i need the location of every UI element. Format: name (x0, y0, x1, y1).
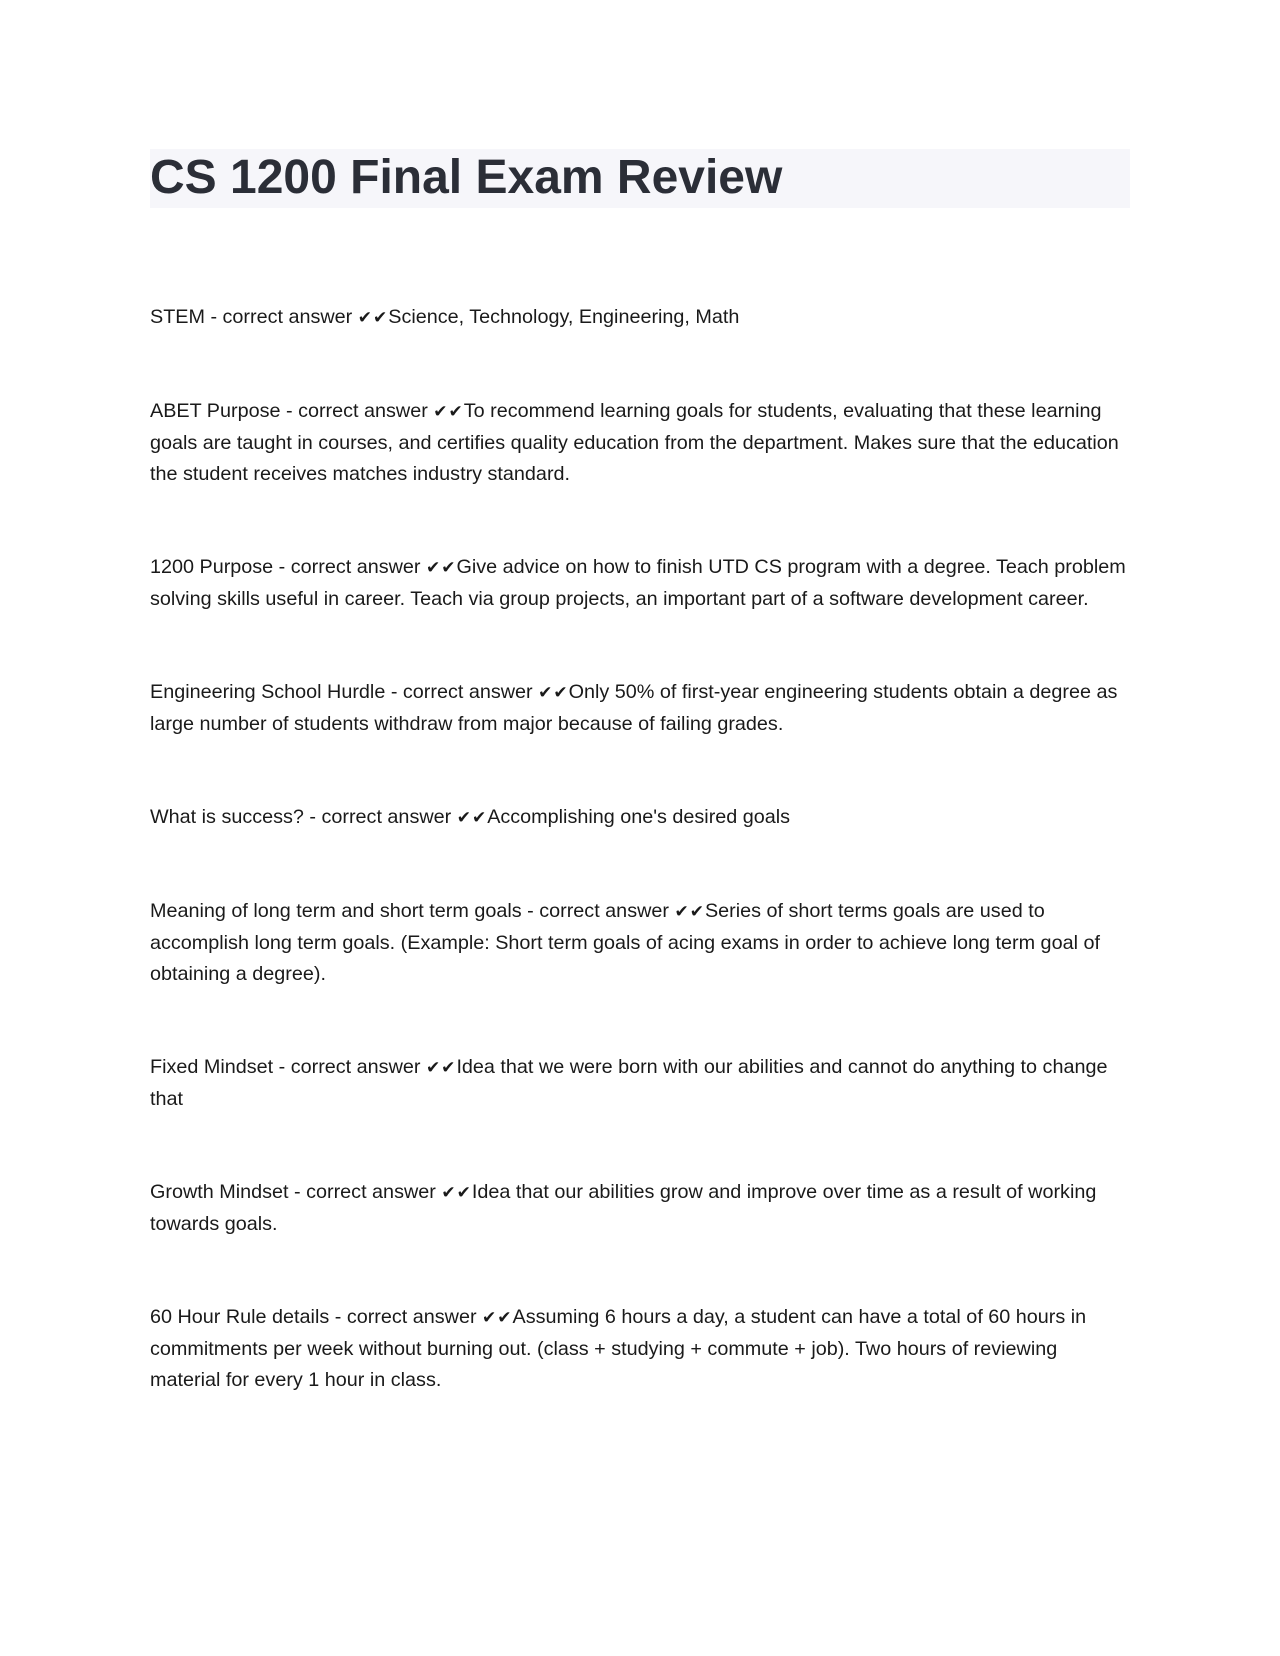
qa-separator: - correct answer (273, 1056, 426, 1078)
qa-separator: - correct answer (280, 400, 434, 422)
double-check-icon: ✔✔ (456, 808, 488, 828)
double-check-icon: ✔✔ (674, 902, 705, 922)
double-check-icon: ✔✔ (482, 1308, 513, 1328)
qa-separator: - correct answer (273, 556, 426, 578)
qa-separator: - correct answer (385, 681, 539, 703)
double-check-icon: ✔✔ (425, 1058, 457, 1078)
qa-answer: To recommend learning goals for students, evaluating that these learning goals are taught in courses, and certifies quality education from the department. Makes sure that the education the student receives matches industry standard. (150, 400, 1119, 485)
qa-separator: - correct answer (303, 806, 457, 828)
double-check-icon: ✔✔ (425, 558, 457, 578)
double-check-icon: ✔✔ (441, 1183, 472, 1203)
qa-item-growth-mindset (150, 1177, 1130, 1240)
qa-term: 1200 Purpose (150, 556, 274, 578)
double-check-icon: ✔✔ (433, 402, 464, 422)
qa-answer: Idea that our abilities grow and improve over time as a result of working towards goals. (150, 1181, 1097, 1235)
qa-separator: - correct answer (329, 1306, 483, 1328)
qa-item-long-short-term-goals (150, 896, 1130, 990)
double-check-icon: ✔✔ (357, 308, 389, 328)
qa-item-stem (150, 302, 1130, 334)
qa-separator: - correct answer (204, 306, 358, 328)
qa-answer: Assuming 6 hours a day, a student can have a total of 60 hours in commitments per week without burning out. (class + studying + commute + job). Two hours of reviewing material for every 1 hour in class. (150, 1306, 1087, 1391)
qa-term: Meaning of long term and short term goals (150, 900, 522, 922)
page-title: CS 1200 Final Exam Review (150, 151, 783, 204)
qa-item-1200-purpose (150, 552, 1130, 615)
qa-term: Growth Mindset (150, 1181, 289, 1203)
qa-separator: - correct answer (521, 900, 675, 922)
qa-answer: Series of short terms goals are used to accomplish long term goals. (Example: Short term goals of acing exams in order to achieve long term goal of obtaining a degree). (150, 900, 1100, 985)
qa-item-what-is-success (150, 802, 1130, 834)
qa-item-fixed-mindset (150, 1052, 1130, 1115)
qa-answer: Only 50% of first-year engineering students obtain a degree as large number of students withdraw from major because of failing grades. (150, 681, 1118, 735)
qa-term: What is success? (150, 806, 304, 828)
qa-separator: - correct answer (288, 1181, 442, 1203)
qa-term: Engineering School Hurdle (150, 681, 386, 703)
qa-term: STEM (150, 306, 205, 328)
qa-term: 60 Hour Rule details (150, 1306, 330, 1328)
qa-term: Fixed Mindset (150, 1056, 274, 1078)
qa-item-60-hour-rule (150, 1302, 1130, 1396)
qa-answer: Science, Technology, Engineering, Math (388, 306, 740, 328)
qa-list (150, 302, 1130, 1396)
double-check-icon: ✔✔ (538, 683, 569, 703)
qa-answer: Give advice on how to finish UTD CS program with a degree. Teach problem solving skills useful in career. Teach via group projects, an important part of a software development career. (150, 556, 1126, 610)
qa-item-engineering-school-hurdle (150, 677, 1130, 740)
qa-item-abet-purpose (150, 396, 1130, 490)
qa-answer: Idea that we were born with our abilities and cannot do anything to change that (150, 1056, 1108, 1110)
qa-answer: Accomplishing one's desired goals (487, 806, 791, 828)
qa-term: ABET Purpose (150, 400, 281, 422)
